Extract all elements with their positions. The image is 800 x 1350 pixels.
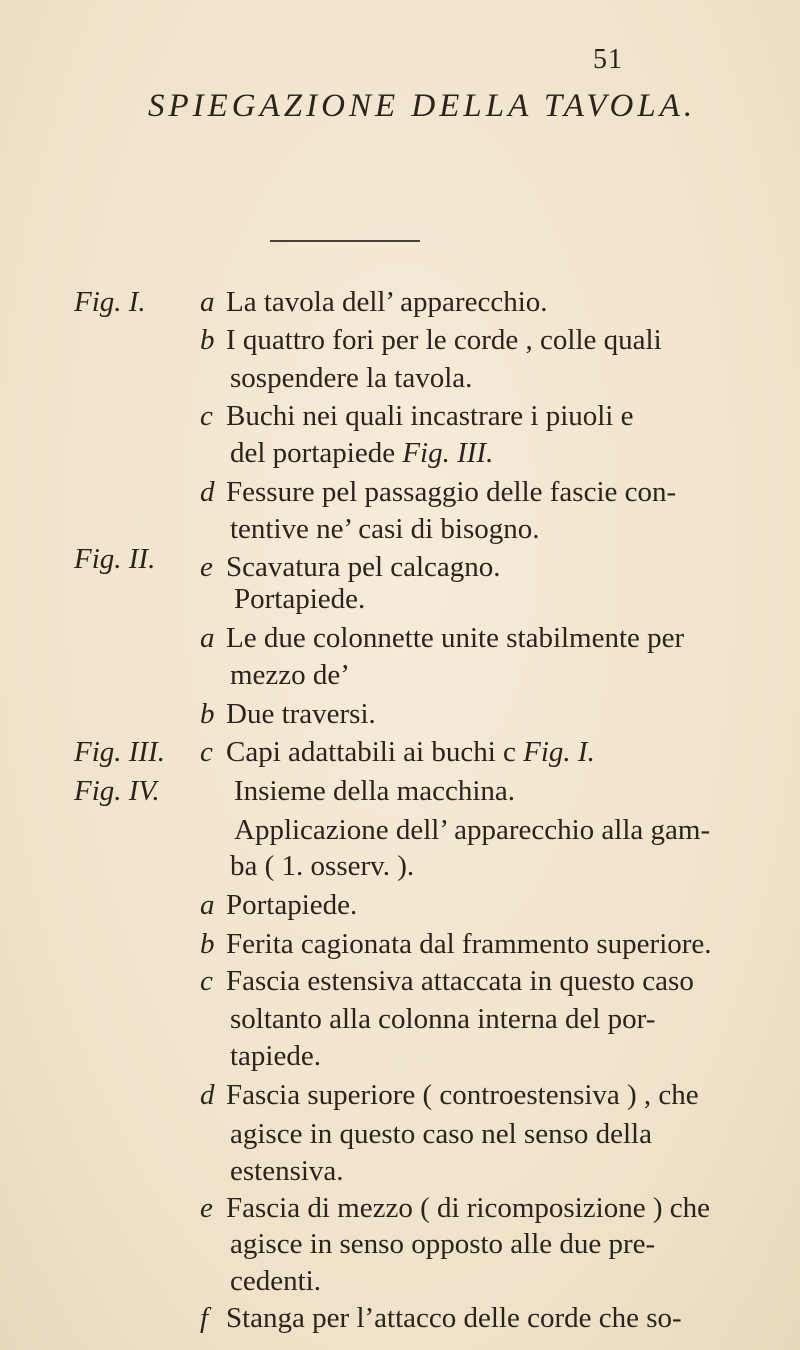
figure-reference: Fig. I. bbox=[523, 736, 595, 769]
item-text: Buchi nei quali incastrare i piuoli e bbox=[226, 400, 634, 433]
list-item bbox=[200, 1302, 682, 1335]
list-item bbox=[200, 622, 684, 655]
item-continuation: mezzo de’ bbox=[230, 658, 350, 691]
item-letter: a bbox=[200, 286, 215, 318]
item-letter: b bbox=[200, 697, 215, 730]
figure-label-4: Fig. IV. bbox=[74, 774, 160, 807]
item-continuation: cedenti. bbox=[230, 1265, 321, 1298]
item-letter: c bbox=[200, 736, 213, 769]
item-continuation: estensiva. bbox=[230, 1154, 344, 1187]
item-text: Fascia estensiva attaccata in questo caso bbox=[226, 964, 694, 997]
figure-label-3: Fig. III. bbox=[74, 736, 165, 769]
item-letter: b bbox=[200, 927, 215, 960]
item-letter: e bbox=[200, 551, 213, 584]
page-title: SPIEGAZIONE DELLA TAVOLA. bbox=[148, 88, 697, 124]
item-continuation: ba ( 1. osserv. ). bbox=[230, 850, 415, 883]
item-letter: c bbox=[200, 400, 213, 433]
item-continuation: soltanto alla colonna interna del por- bbox=[230, 1003, 656, 1036]
list-item bbox=[200, 1079, 699, 1112]
item-text: Due traversi. bbox=[226, 697, 376, 730]
list-item bbox=[200, 476, 676, 509]
item-continuation: agisce in questo caso nel senso della bbox=[230, 1117, 652, 1150]
item-continuation: tentive ne’ casi di bisogno. bbox=[230, 512, 540, 545]
item-continuation bbox=[230, 437, 493, 470]
item-letter: a bbox=[200, 622, 215, 654]
list-item bbox=[200, 965, 694, 998]
item-letter: d bbox=[200, 1078, 215, 1111]
item-continuation: tapiede. bbox=[230, 1040, 321, 1073]
figure-label-2: Fig. II. bbox=[74, 543, 156, 576]
figure-4-title: Applicazione dell’ apparecchio alla gam- bbox=[234, 813, 711, 846]
item-continuation: agisce in senso opposto alle due pre- bbox=[230, 1228, 656, 1261]
continuation-text: del portapiede bbox=[230, 437, 403, 470]
figure-label-1: Fig. I. bbox=[74, 286, 146, 318]
list-item bbox=[200, 286, 548, 319]
item-text: La tavola dell’ apparecchio. bbox=[226, 286, 548, 318]
item-text: Le due colonnette unite stabilmente per bbox=[226, 622, 685, 654]
item-text: Capi adattabili ai buchi c bbox=[226, 736, 524, 769]
item-letter: a bbox=[200, 889, 215, 922]
item-text: Fascia superiore ( controestensiva ) , che bbox=[226, 1078, 699, 1111]
item-text: Ferita cagionata dal frammento superiore. bbox=[226, 927, 712, 960]
item-text: Fessure pel passaggio delle fascie con- bbox=[226, 475, 677, 508]
page-number: 51 bbox=[593, 44, 623, 75]
list-item bbox=[200, 698, 376, 731]
item-letter: b bbox=[200, 323, 215, 356]
list-item bbox=[200, 324, 662, 357]
title-divider bbox=[270, 240, 420, 242]
item-text: Portapiede. bbox=[226, 889, 358, 922]
item-text: Fascia di mezzo ( di ricomposizione ) che bbox=[226, 1191, 710, 1224]
item-letter: d bbox=[200, 475, 215, 508]
list-item bbox=[200, 400, 634, 433]
list-item bbox=[200, 736, 595, 769]
figure-reference: Fig. III. bbox=[402, 437, 494, 470]
item-text: I quattro fori per le corde , colle quali bbox=[226, 323, 662, 356]
figure-2-title: Portapiede. bbox=[234, 583, 366, 616]
item-text: Scavatura pel calcagno. bbox=[226, 551, 501, 584]
list-item bbox=[200, 551, 501, 584]
list-item bbox=[200, 928, 712, 961]
list-item bbox=[200, 889, 357, 922]
figure-3-title: Insieme della macchina. bbox=[234, 774, 516, 807]
item-continuation: sospendere la tavola. bbox=[230, 361, 473, 394]
item-letter: f bbox=[200, 1302, 209, 1335]
item-letter: e bbox=[200, 1191, 213, 1224]
list-item bbox=[200, 1192, 710, 1225]
item-text: Stanga per l’attacco delle corde che so- bbox=[226, 1302, 682, 1335]
item-letter: c bbox=[200, 964, 213, 997]
